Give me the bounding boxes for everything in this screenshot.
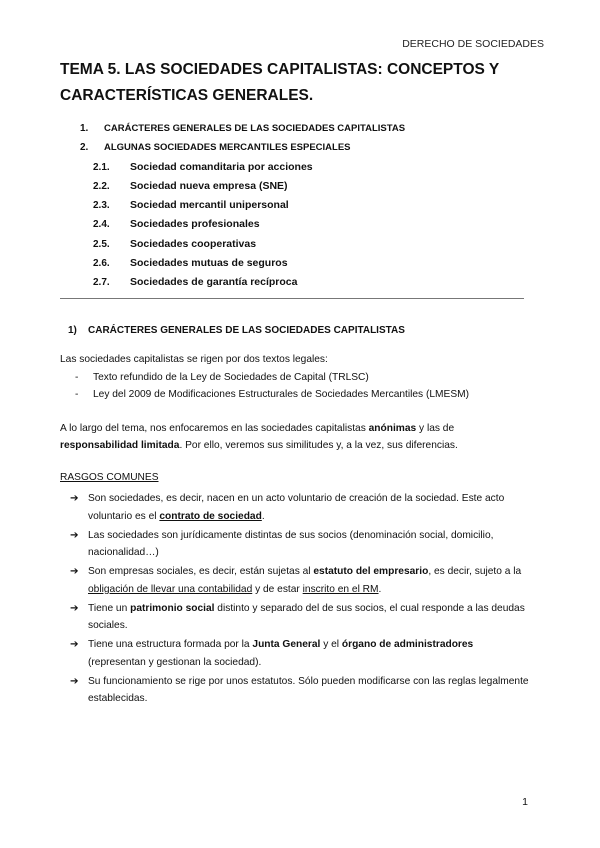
section-title: CARÁCTERES GENERALES DE LAS SOCIEDADES CAPITALISTAS (88, 325, 405, 336)
toc-subitem (60, 273, 530, 292)
bold-term: anónimas (368, 423, 417, 434)
toc-text: Sociedad mercantil unipersonal (130, 199, 289, 212)
text-run: Su funcionamiento se rige por unos estatutos. Sólo pueden modificarse con las reglas legalmente establecidas. (88, 675, 529, 704)
text-run: Son empresas sociales, es decir, están sujetas al (88, 566, 314, 577)
toc-number: 2.1. (93, 161, 110, 173)
toc-number: 2.2. (93, 180, 110, 192)
toc-number: 2.7. (93, 277, 110, 289)
list-item (60, 386, 530, 403)
toc-text: Sociedad comanditaria por acciones (130, 160, 313, 173)
text-run: A lo largo del tema, nos enfocaremos en las sociedades capitalistas (60, 423, 369, 434)
text-run: , es decir, sujeto a la (428, 566, 522, 577)
dash-bullet: - (75, 389, 79, 400)
arrow-bullet-icon: ➔ (70, 529, 79, 541)
rasgos-heading: RASGOS COMUNES (60, 472, 159, 483)
text-run: y las de (416, 423, 455, 434)
toc-text: Sociedades profesionales (130, 218, 260, 231)
toc-text: Sociedades mutuas de seguros (130, 257, 288, 270)
text-run: Tiene una estructura formada por la (88, 639, 253, 650)
toc-number: 2. (80, 142, 89, 154)
rasgos-list (60, 490, 530, 709)
arrow-bullet-icon: ➔ (70, 675, 79, 687)
bold-term: órgano de administradores (341, 639, 474, 650)
toc-item (60, 119, 530, 138)
focus-paragraph (60, 420, 500, 454)
text-run: y de estar (252, 583, 303, 595)
list-item (60, 527, 530, 562)
text-run: (representan y gestionan la sociedad). (88, 656, 262, 668)
toc-number: 2.4. (93, 219, 110, 231)
section-heading (68, 325, 405, 336)
toc-number: 2.6. (93, 258, 110, 270)
toc-text: Sociedades cooperativas (130, 237, 257, 250)
arrow-bullet-icon: ➔ (70, 493, 79, 504)
bold-term: Junta General (252, 639, 321, 650)
text-run: Son sociedades, es decir, nacen en un acto voluntario de creación de la sociedad. Este acto voluntario es el (88, 493, 505, 522)
bold-term: contrato de sociedad (159, 510, 262, 522)
horizontal-divider (60, 298, 524, 299)
text-run: distinto y separado del de sus socios, el cual responde a las deudas sociales. (88, 602, 525, 631)
law-text: Ley del 2009 de Modificaciones Estructurales de Sociedades Mercantiles (LMESM) (93, 389, 469, 400)
toc-subitem (60, 254, 530, 273)
text-run: Tiene un (88, 602, 131, 614)
toc-subitem (60, 196, 530, 215)
list-item (60, 600, 530, 635)
list-item (60, 490, 530, 525)
intro-paragraph: Las sociedades capitalistas se rigen por dos textos legales: (60, 354, 328, 365)
toc-text: ALGUNAS SOCIEDADES MERCANTILES ESPECIALES (104, 142, 351, 154)
toc-subitem (60, 215, 530, 234)
laws-list (60, 369, 530, 403)
list-item (60, 673, 530, 708)
text-run: . (261, 510, 265, 522)
toc-number: 1. (80, 123, 89, 134)
arrow-bullet-icon: ➔ (70, 602, 79, 614)
list-item (60, 563, 530, 598)
toc-subitem (60, 235, 530, 254)
bold-term: patrimonio social (130, 602, 215, 614)
dash-bullet: - (75, 372, 79, 383)
document-header: DERECHO DE SOCIEDADES (402, 38, 544, 50)
text-run: . (378, 583, 382, 595)
toc-subitem (60, 158, 530, 177)
toc-text: Sociedad nueva empresa (SNE) (130, 179, 288, 192)
text-run: . Por ello, veremos sus similitudes y, a la vez, sus diferencias. (179, 440, 458, 451)
toc-text: Sociedades de garantía recíproca (130, 276, 298, 289)
toc-item (60, 138, 530, 157)
bold-term: responsabilidad limitada (60, 440, 180, 451)
underlined-term: inscrito en el RM (302, 583, 379, 595)
section-number: 1) (68, 325, 77, 336)
underlined-term: obligación de llevar una contabilidad (88, 583, 253, 595)
toc-text: CARÁCTERES GENERALES DE LAS SOCIEDADES CAPITALISTAS (104, 123, 406, 134)
text-run: y el (320, 639, 342, 650)
toc-subitem (60, 177, 530, 196)
law-text: Texto refundido de la Ley de Sociedades de Capital (TRLSC) (93, 372, 369, 383)
arrow-bullet-icon: ➔ (70, 566, 79, 577)
text-run: Las sociedades son jurídicamente distintas de sus socios (denominación social, domicilio, nacionalidad…) (88, 529, 494, 558)
page-number: 1 (522, 796, 528, 808)
toc-number: 2.5. (93, 238, 110, 250)
page-title: TEMA 5. LAS SOCIEDADES CAPITALISTAS: CONCEPTOS Y CARACTERÍSTICAS GENERALES. (60, 61, 499, 104)
toc-number: 2.3. (93, 200, 110, 212)
table-of-contents (60, 119, 530, 293)
arrow-bullet-icon: ➔ (70, 639, 79, 650)
list-item (60, 369, 530, 386)
bold-term: estatuto del empresario (313, 566, 429, 577)
list-item (60, 636, 530, 671)
